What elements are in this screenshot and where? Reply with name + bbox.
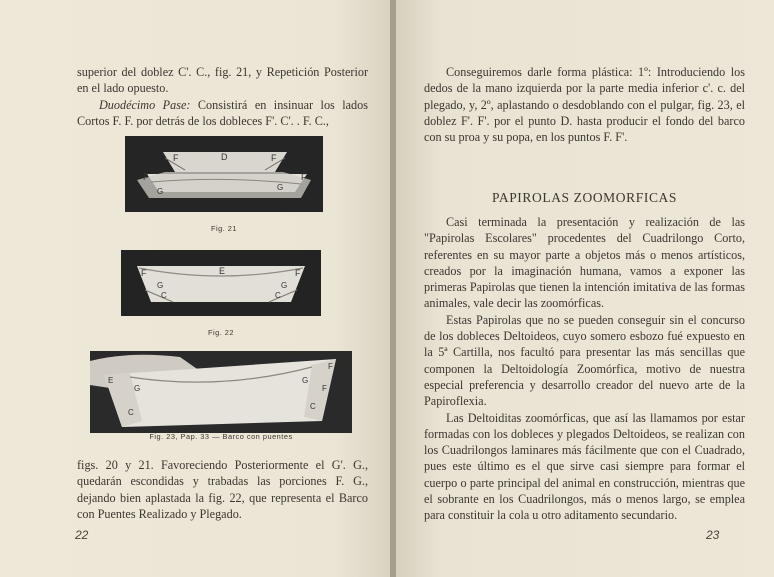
fig21-label: G [157, 187, 164, 196]
left-top-text [77, 64, 368, 129]
fig22-label: E [219, 266, 226, 276]
paragraph: figs. 20 y 21. Favoreciendo Posteriormente el G'. G., quedarán escondidas y trabadas las porciones F. G., dejando bien aplastada la fig. 22, que representa el Barco con Puentes Realizado y Plegado. [77, 458, 368, 521]
figure-21-caption: Fig. 21 [210, 224, 238, 233]
right-top-text [424, 64, 745, 145]
left-bottom-text [77, 457, 368, 522]
figure-23-photo [90, 351, 352, 433]
fig23-label: G [302, 376, 309, 385]
fig22-label: F [295, 268, 301, 278]
right-body-text [424, 214, 745, 524]
paragraph: Casi terminada la presentación y realización de las "Papirolas Escolares" procedentes del Cuadrilongo Corto, referentes en su mayor parte a objetos más o menos artísticos, creados por la imaginación humana, vamos a exponer las primeras Papirolas que tienen la intención imitativa de las formas animales, vale decir las zoomórficas. [424, 215, 745, 311]
fig22-label: G [281, 281, 288, 290]
fig23-label: F [328, 362, 333, 371]
fig21-label: F [173, 153, 179, 163]
fig21-label: G [277, 183, 284, 192]
fig23-label: F [322, 384, 327, 393]
fig22-label: C [275, 291, 281, 300]
fig21-label: D [221, 152, 228, 162]
pase-title: Duodécimo Pase: [99, 97, 191, 112]
right-page [396, 0, 774, 577]
fig23-label: E [108, 376, 114, 385]
fig23-label: G [134, 384, 141, 393]
fig21-label: F [301, 172, 307, 182]
pase-text: Consistirá en insinuar los lados Cortos F. F. por detrás de los dobleces F'. C'. . F. C., [77, 97, 368, 128]
section-heading: PAPIROLAS ZOOMORFICAS [491, 190, 678, 205]
figure-22-caption: Fig. 22 [207, 328, 235, 337]
paragraph: Las Deltoiditas zoomórficas, que así las llamamos por estar formadas con los dobleces y plegados Deltoideos, se realizan con los Cuadrilongos laminares más fácilmente que con el Cuadrado, pues este último es el que sirve casi siempre para formar el cuerpo o parte principal del animal en construcción, mientras que el sobrante en los Cuadrilongos, más o menos largo, se emplea para constituir la cola u otro aditamento secundario. [424, 410, 745, 523]
page-number-right: 23 [706, 528, 720, 542]
fig23-label: C [128, 408, 134, 417]
paper-boat-figure-23 [90, 351, 352, 433]
fig22-label: F [141, 268, 147, 278]
figure-22-photo [121, 250, 321, 316]
page-number-left: 22 [75, 528, 89, 542]
fig23-label: C [310, 402, 316, 411]
paper-boat-figure-22 [121, 250, 321, 316]
paragraph-duodecimo-pase [77, 97, 368, 130]
paper-boat-figure-21 [125, 136, 323, 212]
paragraph: Conseguiremos darle forma plástica: 1º: Introduciendo los dedos de la mano izquierda por la parte media inferior c'. c. del plegado, y, 2º, aplastando o desdoblando con el pulgar, fig. 23, el doblez F'. F'. por el punto D. hasta producir el fondo del barco con su proa y su popa, en los puntos F. F'. [424, 65, 745, 145]
paragraph: superior del doblez C'. C., fig. 21, y Repetición Posterior en el lado opuesto. [77, 65, 368, 96]
fig22-label: G [157, 281, 164, 290]
fig22-label: C [161, 291, 167, 300]
paragraph: Estas Papirolas que no se pueden conseguir sin el concurso de los dobleces Deltoideos, cuyo somero esbozo fué expuesto en la 5ª Cartilla, nos facultó para presentar las más sencillas que componen la Deltoidología Zoomórfica, motivo de nuestra especial preferencia y desarrollo creador del nuevo arte de la Papiroflexia. [424, 312, 745, 409]
fig21-label: F [271, 153, 277, 163]
fig21-label: F [143, 172, 149, 182]
figure-23-caption: Fig. 23, Pap. 33 — Barco con puentes [149, 432, 293, 441]
figure-21-photo [125, 136, 323, 212]
